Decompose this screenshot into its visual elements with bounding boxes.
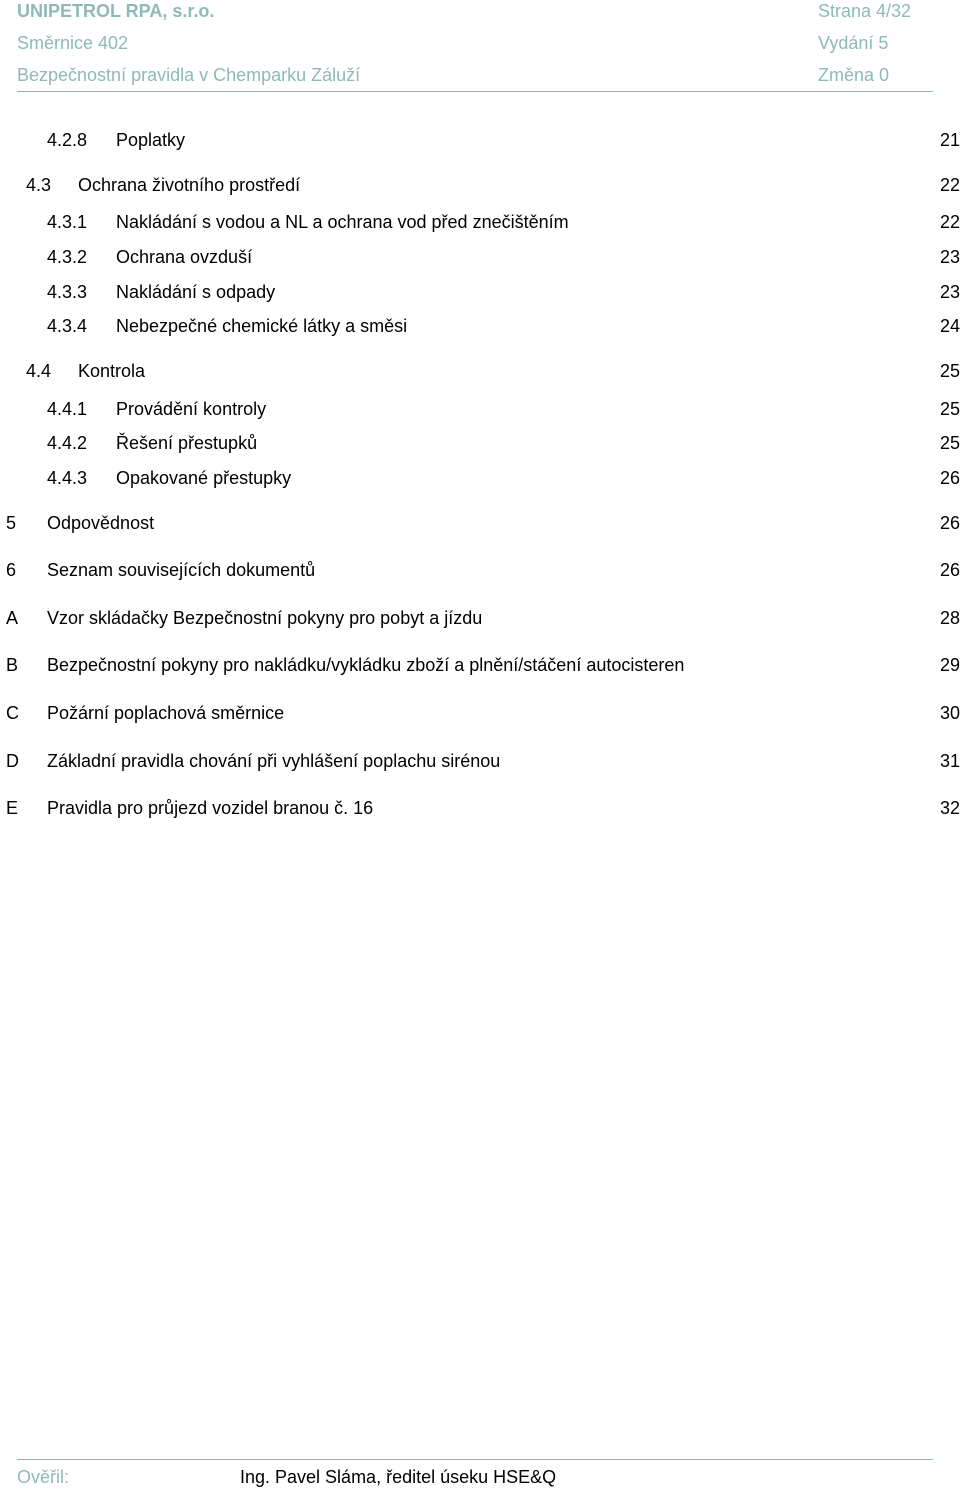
toc-entry-page: 22 (939, 175, 960, 195)
toc-entry-title: Provádění kontroly (116, 399, 267, 419)
company-name: UNIPETROL RPA, s.r.o. (17, 1, 215, 21)
toc-entry-number: 4.4.1 (47, 399, 88, 419)
toc-entry-page: 21 (939, 130, 960, 150)
toc-entry-number: 4.2.8 (47, 130, 88, 150)
toc-entry-title: Řešení přestupků (116, 433, 258, 453)
toc-entry-title: Ochrana životního prostředí (78, 175, 301, 195)
toc-entry-title: Nakládání s odpady (116, 282, 276, 302)
toc-entry-number: 4.4 (26, 361, 52, 381)
toc-entry-page: 23 (939, 247, 960, 267)
change-number: Změna 0 (818, 65, 890, 85)
toc-entry[interactable] (0, 173, 960, 197)
toc-entry-number: 4.3.1 (47, 212, 88, 232)
toc-entry-page: 29 (939, 655, 960, 675)
toc-entry-page: 30 (939, 703, 960, 723)
toc-entry-title: Opakované přestupky (116, 468, 292, 488)
toc-entry-page: 31 (939, 751, 960, 771)
toc-entry-page: 26 (939, 560, 960, 580)
directive-number: Směrnice 402 (17, 33, 129, 53)
toc-entry-number: 4.3.4 (47, 316, 88, 336)
toc-entry-title: Nebezpečné chemické látky a směsi (116, 316, 408, 336)
toc-entry-page: 25 (939, 433, 960, 453)
toc-entry-title: Kontrola (78, 361, 146, 381)
toc-entry-page: 23 (939, 282, 960, 302)
toc-entry-title: Ochrana ovzduší (116, 247, 253, 267)
toc-entry-page: 26 (939, 513, 960, 533)
toc-entry-page: 25 (939, 399, 960, 419)
toc-entry-number: C (6, 703, 19, 723)
toc-entry-number: B (6, 655, 19, 675)
header-rule (17, 91, 933, 92)
toc-entry[interactable] (0, 749, 960, 773)
toc-entry[interactable] (0, 397, 960, 421)
toc-entry-number: A (6, 608, 19, 628)
document-title: Bezpečnostní pravidla v Chemparku Záluží (17, 65, 361, 85)
toc-entry-title: Požární poplachová směrnice (47, 703, 285, 723)
toc-entry-number: 4.4.3 (47, 468, 88, 488)
verified-by: Ing. Pavel Sláma, ředitel úseku HSE&Q (240, 1467, 557, 1487)
toc-entry-title: Poplatky (116, 130, 186, 150)
toc-entry-title: Nakládání s vodou a NL a ochrana vod před znečištěním (116, 212, 569, 232)
toc-entry-number: E (6, 798, 19, 818)
toc-entry-title: Základní pravidla chování při vyhlášení poplachu sirénou (47, 751, 501, 771)
toc-entry[interactable] (0, 245, 960, 269)
toc-entry[interactable] (0, 280, 960, 304)
toc-entry-title: Bezpečnostní pokyny pro nakládku/vykládku zboží a plnění/stáčení autocisteren (47, 655, 685, 675)
toc-entry-page: 28 (939, 608, 960, 628)
toc-entry-number: 5 (6, 513, 17, 533)
toc-entry-page: 25 (939, 361, 960, 381)
toc-entry[interactable] (0, 796, 960, 820)
toc-entry[interactable] (0, 701, 960, 725)
toc-entry-page: 26 (939, 468, 960, 488)
toc-entry-title: Seznam souvisejících dokumentů (47, 560, 316, 580)
toc-entry-page: 22 (939, 212, 960, 232)
verified-label: Ověřil: (17, 1467, 70, 1487)
page-number: Strana 4/32 (818, 1, 912, 21)
toc-entry-number: 4.3 (26, 175, 52, 195)
toc-entry-number: 4.3.3 (47, 282, 88, 302)
toc-entry-title: Pravidla pro průjezd vozidel branou č. 16 (47, 798, 374, 818)
toc-entry[interactable] (0, 653, 960, 677)
toc-entry-page: 32 (939, 798, 960, 818)
edition: Vydání 5 (818, 33, 889, 53)
toc-entry[interactable] (0, 314, 960, 338)
toc-entry-title: Vzor skládačky Bezpečnostní pokyny pro pobyt a jízdu (47, 608, 483, 628)
toc-entry-number: 6 (6, 560, 17, 580)
toc-entry[interactable] (0, 359, 960, 383)
toc-entry[interactable] (0, 606, 960, 630)
toc-entry[interactable] (0, 558, 960, 582)
toc-entry[interactable] (0, 431, 960, 455)
toc-entry[interactable] (0, 210, 960, 234)
toc-entry-title: Odpovědnost (47, 513, 155, 533)
toc-entry[interactable] (0, 466, 960, 490)
toc-entry[interactable] (0, 128, 960, 152)
toc-entry-number: D (6, 751, 19, 771)
toc-entry-number: 4.4.2 (47, 433, 88, 453)
toc-entry[interactable] (0, 511, 960, 535)
footer-rule (17, 1459, 933, 1460)
toc-entry-page: 24 (939, 316, 960, 336)
toc-entry-number: 4.3.2 (47, 247, 88, 267)
